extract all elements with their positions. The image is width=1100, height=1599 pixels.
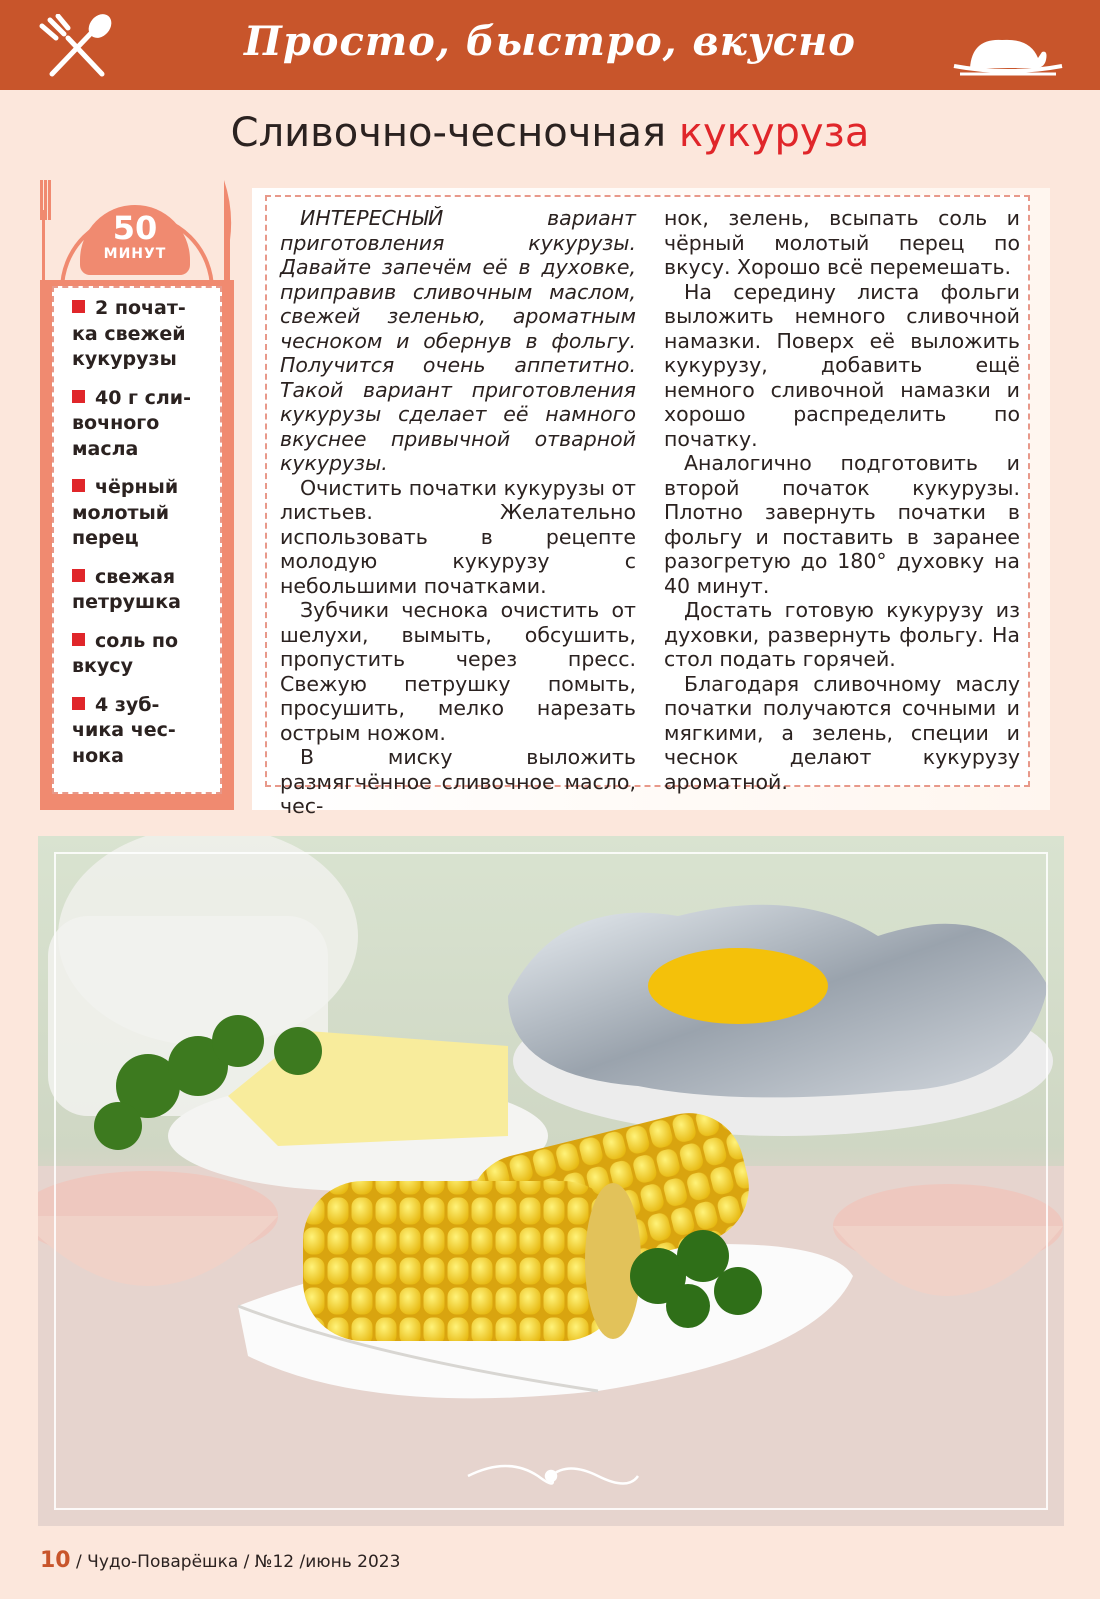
step-paragraph: Аналогично подготовить и второй початок кукурузы. Плотно завернуть початки в фольгу и поставить в заранее разогретую до 180° духовку на 40 минут. <box>664 451 1020 598</box>
step-paragraph: Очистить початки кукурузы от листьев. Желательно использовать в рецепте молодую кукурузу с небольшими початками. <box>280 475 636 598</box>
step-paragraph: В миску выложить размягчённое сливочное масло, чес- <box>280 745 636 818</box>
knife-icon <box>224 180 231 290</box>
bullet-icon <box>72 390 85 403</box>
step-paragraph: Зубчики чеснока очистить от шелухи, вымыть, обсушить, пропустить через пресс. Свежую петрушку помыть, просушить, мелко нарезать острым ножом. <box>280 598 636 745</box>
ingredient-item: 4 зуб- чика чес- нока <box>72 693 176 767</box>
bullet-icon <box>72 697 85 710</box>
ingredient-item: 2 почат- ка свежей кукурузы <box>72 297 186 370</box>
bullet-icon <box>72 300 85 313</box>
recipe-title-main: Сливочно-чесночная <box>230 110 667 156</box>
page-number: 10 <box>40 1548 71 1573</box>
roast-dish-icon <box>950 28 1066 82</box>
recipe-title-accent: кукуруза <box>678 110 870 156</box>
time-value: 50 <box>112 209 158 247</box>
time-badge <box>80 205 190 275</box>
intro-paragraph: ИНТЕРЕСНЫЙ вариант приготовления кукурузы. Давайте запечём её в духовке, приправив сливочным маслом, свежей зеленью, ароматным чесноком и обернув в фольгу. Получится очень аппетитно. Такой вариант приготовления кукурузы сделает её намного вкуснее привычной отварной кукурузы. <box>280 206 636 475</box>
ingredient-item: чёрный молотый перец <box>72 476 179 549</box>
step-paragraph: нок, зелень, всыпать соль и чёрный молотый перец по вкусу. Хорошо всё перемешать. <box>664 206 1020 279</box>
fork-icon <box>40 180 51 290</box>
ingredients-card <box>52 286 222 794</box>
issue-info: / Чудо-Поварёшка / №12 /июнь 2023 <box>70 1552 401 1572</box>
ingredient-item: свежая петрушка <box>72 565 181 613</box>
bullet-icon <box>72 633 85 646</box>
header-bar <box>0 0 1100 90</box>
ingredient-item: 40 г сли- вочного масла <box>72 386 191 460</box>
photo-frame <box>54 852 1048 1510</box>
page-footer <box>40 1548 400 1573</box>
step-paragraph: Благодаря сливочному маслу початки получаются сочными и мягкими, а зелень, специи и чеснок делают кукурузу ароматной. <box>664 671 1020 794</box>
recipe-title <box>0 110 1100 156</box>
time-unit: МИНУТ <box>103 246 167 262</box>
step-paragraph: Достать готовую кукурузу из духовки, развернуть фольгу. На стол подать горячей. <box>664 598 1020 671</box>
bullet-icon <box>72 479 85 492</box>
step-paragraph: На середину листа фольги выложить немного сливочной намазки. Поверх её выложить кукурузу, добавить ещё немного сливочной намазки и хорошо распределить по початку. <box>664 279 1020 451</box>
ingredient-item: соль по вкусу <box>72 629 179 677</box>
bullet-icon <box>72 569 85 582</box>
text-column-2 <box>664 206 1020 794</box>
section-title: Просто, быстро, вкусно <box>244 18 856 65</box>
text-column-1 <box>280 206 636 819</box>
